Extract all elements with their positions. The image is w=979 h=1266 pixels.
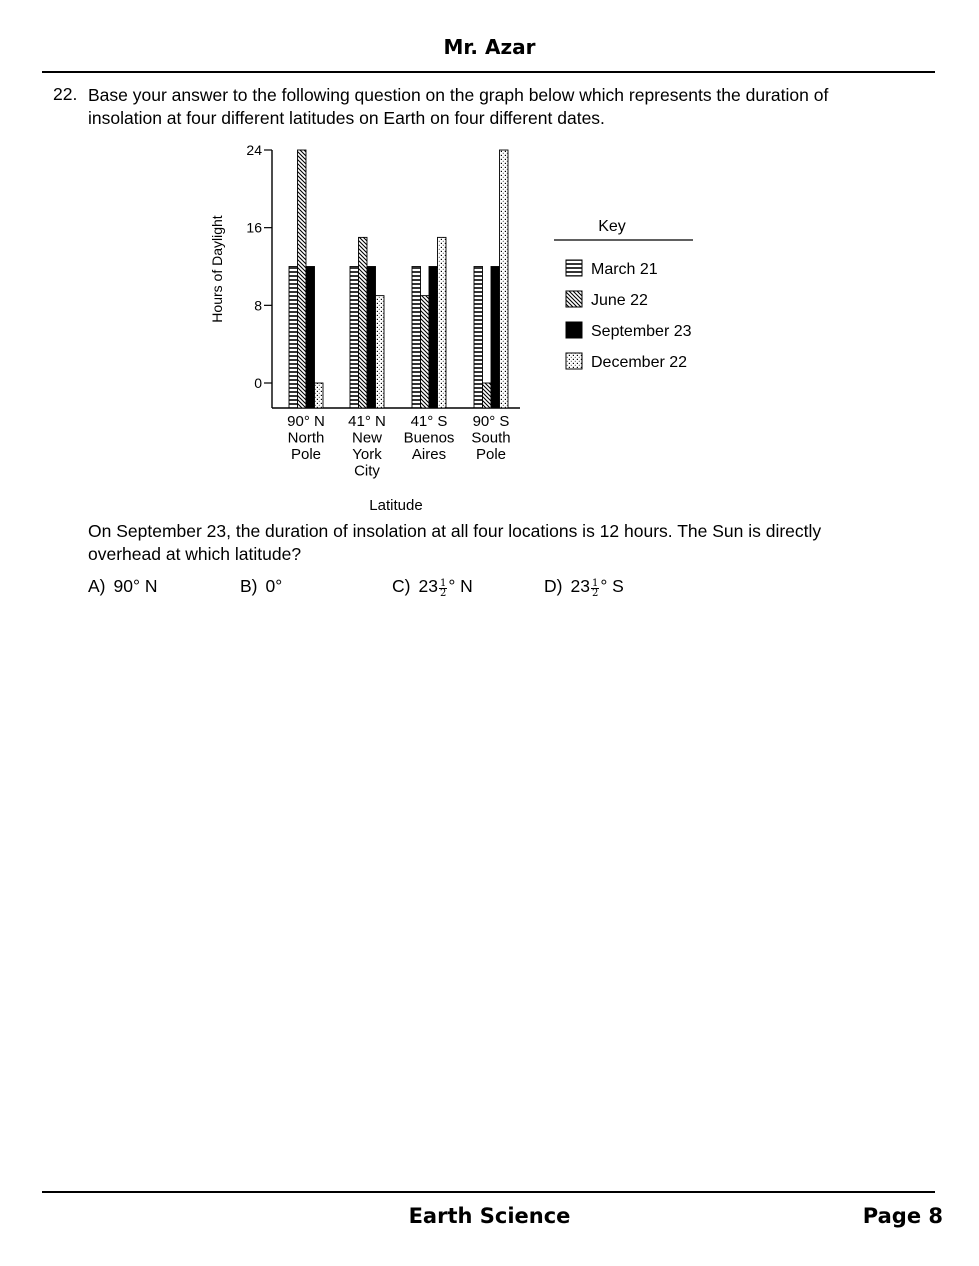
bar bbox=[438, 237, 447, 408]
choice-c-numerator: 1 bbox=[439, 578, 447, 589]
bar bbox=[483, 383, 492, 408]
chart-svg bbox=[200, 138, 720, 518]
footer-rule bbox=[42, 1191, 935, 1193]
choice-c[interactable] bbox=[392, 576, 473, 597]
choice-b[interactable] bbox=[240, 576, 282, 597]
bar bbox=[429, 267, 438, 409]
legend-swatch bbox=[566, 291, 582, 307]
choice-d-whole: 23 bbox=[570, 576, 590, 596]
footer-subject: Earth Science bbox=[408, 1204, 571, 1228]
x-category-label: South bbox=[471, 429, 511, 447]
bar bbox=[289, 267, 298, 409]
legend-label: September 23 bbox=[591, 323, 692, 340]
choice-a[interactable] bbox=[88, 576, 157, 597]
legend-swatch bbox=[566, 322, 582, 338]
x-category-label: 41° N bbox=[348, 413, 386, 430]
y-tick-label: 8 bbox=[254, 297, 262, 314]
header-rule bbox=[42, 71, 935, 73]
y-axis-label: Hours of Daylight bbox=[209, 215, 225, 323]
legend-swatch bbox=[566, 260, 582, 276]
x-category-label: 90° S bbox=[472, 413, 510, 430]
x-category-label: City bbox=[354, 462, 380, 480]
x-category-label: 41° S bbox=[410, 413, 448, 430]
choice-a-text: 90° N bbox=[113, 576, 158, 596]
x-category-label: New bbox=[351, 429, 383, 447]
insolation-chart bbox=[200, 138, 720, 523]
question-stem: On September 23, the duration of insolation at all four locations is 12 hours. The Sun is directly overhead at which latitude? bbox=[88, 521, 822, 564]
bar bbox=[359, 237, 368, 408]
choice-b-letter: B) bbox=[240, 576, 258, 596]
legend-label: March 21 bbox=[591, 261, 658, 278]
footer-page-number: Page 8 bbox=[862, 1204, 943, 1228]
question-prompt: Base your answer to the following question on the graph below which represents the duration of insolation at four different latitudes on Earth on four different dates. bbox=[88, 85, 829, 128]
choice-c-fraction bbox=[439, 579, 447, 598]
bar bbox=[350, 267, 359, 409]
choice-c-letter: C) bbox=[392, 576, 411, 596]
page-header-title: Mr. Azar bbox=[443, 35, 536, 59]
choice-d[interactable] bbox=[544, 576, 624, 597]
bar bbox=[474, 267, 483, 409]
legend-label: June 22 bbox=[591, 292, 648, 309]
bar bbox=[367, 267, 376, 409]
choice-d-numerator: 1 bbox=[591, 578, 599, 589]
legend-swatch bbox=[566, 353, 582, 369]
x-category-label: Buenos bbox=[403, 429, 455, 447]
choice-d-suffix: ° S bbox=[600, 576, 624, 596]
question-number: 22. bbox=[53, 84, 78, 104]
x-category-label: Pole bbox=[290, 446, 322, 463]
y-tick-label: 16 bbox=[246, 219, 262, 236]
y-tick-label: 24 bbox=[246, 142, 262, 158]
bar bbox=[298, 150, 307, 408]
y-tick-label: 0 bbox=[254, 375, 262, 391]
bar bbox=[306, 267, 315, 409]
choice-c-suffix: ° N bbox=[448, 576, 473, 596]
choice-c-whole: 23 bbox=[418, 576, 438, 596]
x-category-label: 90° N bbox=[287, 413, 325, 430]
x-axis-label: Latitude bbox=[369, 497, 423, 514]
legend-title: Key bbox=[598, 218, 626, 235]
bar bbox=[376, 296, 385, 408]
choice-d-denominator: 2 bbox=[591, 588, 599, 599]
choice-b-text: 0° bbox=[265, 576, 283, 596]
choice-d-letter: D) bbox=[544, 576, 563, 596]
bar bbox=[421, 296, 430, 408]
choice-a-letter: A) bbox=[88, 576, 106, 596]
bar bbox=[315, 383, 324, 408]
bar bbox=[500, 150, 509, 408]
x-category-label: North bbox=[287, 429, 325, 447]
x-category-label: Aires bbox=[411, 446, 447, 463]
bar bbox=[412, 267, 421, 409]
x-category-label: York bbox=[352, 446, 382, 463]
x-category-label: Pole bbox=[475, 446, 507, 463]
choice-d-fraction bbox=[591, 579, 599, 598]
legend-label: December 22 bbox=[591, 354, 688, 371]
choice-c-denominator: 2 bbox=[439, 588, 447, 599]
bar bbox=[491, 267, 500, 409]
